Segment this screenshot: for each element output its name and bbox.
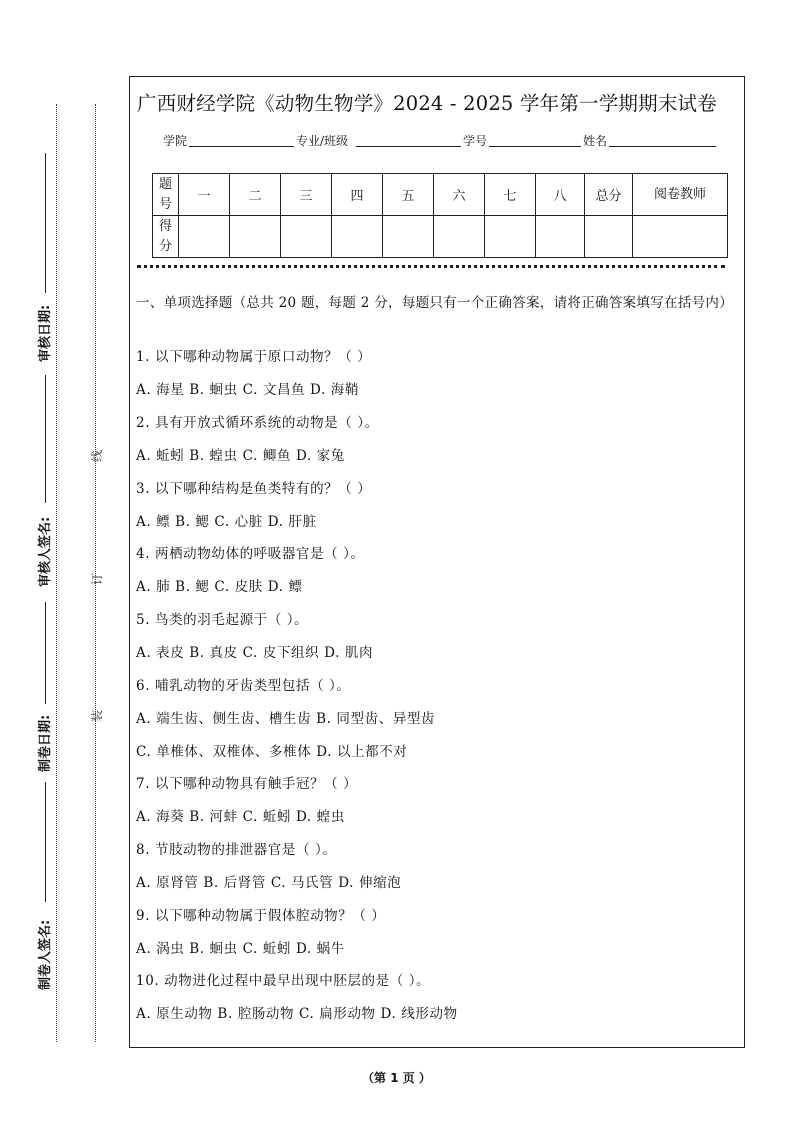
score-col-2: 二 <box>230 174 281 216</box>
score-cell <box>383 216 434 258</box>
binding-bind-char: 订 <box>90 572 104 585</box>
options-2: A. 蚯蚓 B. 蝗虫 C. 鲫鱼 D. 家兔 <box>136 448 345 464</box>
student-id-label: 学号 <box>463 134 488 148</box>
dotted-separator <box>137 265 725 268</box>
score-header-row <box>153 174 728 216</box>
question-10: 10. 动物进化过程中最早出现中胚层的是（ ）。 <box>136 973 431 989</box>
question-2: 2. 具有开放式循环系统的动物是（ ）。 <box>136 415 379 431</box>
question-9: 9. 以下哪种动物属于假体腔动物？（ ） <box>136 908 386 924</box>
score-col-1: 一 <box>179 174 230 216</box>
section-title: 一、单项选择题（总共 20 题，每题 2 分，每题只有一个正确答案，请将正确答案填写在括号内） <box>136 295 734 311</box>
score-cell <box>633 216 728 258</box>
reviewer-sign-blank <box>45 375 46 503</box>
question-6: 6. 哺乳动物的牙齿类型包括（ ）。 <box>136 678 351 694</box>
score-cell <box>536 216 585 258</box>
score-cell <box>281 216 332 258</box>
options-6b: C. 单椎体、双椎体、多椎体 D. 以上都不对 <box>136 744 408 760</box>
question-7: 7. 以下哪种动物具有触手冠？（ ） <box>136 776 358 792</box>
question-4: 4. 两栖动物幼体的呼吸器官是（ ）。 <box>136 546 365 562</box>
name-blank <box>609 146 716 147</box>
name-label: 姓名 <box>583 134 608 148</box>
review-date-label: 审核日期: <box>38 304 53 362</box>
score-cell <box>485 216 536 258</box>
score-col-4: 四 <box>332 174 383 216</box>
options-1: A. 海星 B. 蛔虫 C. 文昌鱼 D. 海鞘 <box>136 382 359 398</box>
school-label: 学院 <box>163 134 188 148</box>
binding-line-char: 线 <box>90 449 104 462</box>
score-cell <box>585 216 633 258</box>
exam-title: 广西财经学院《动物生物学》2024 - 2025 学年第一学期期末试卷 <box>137 92 717 115</box>
make-date-label: 制卷日期: <box>38 714 53 772</box>
score-col-3: 三 <box>281 174 332 216</box>
score-table <box>152 173 728 258</box>
major-label: 专业/班级 <box>296 134 349 148</box>
score-col-6: 六 <box>434 174 485 216</box>
options-7: A. 海葵 B. 河蚌 C. 蚯蚓 D. 蝗虫 <box>136 809 345 825</box>
question-3: 3. 以下哪种结构是鱼类特有的？（ ） <box>136 481 372 497</box>
score-values-row <box>153 216 728 258</box>
make-date-blank <box>45 602 46 704</box>
score-col-8: 八 <box>536 174 585 216</box>
score-cell <box>434 216 485 258</box>
score-col-7: 七 <box>485 174 536 216</box>
review-date-blank <box>45 153 46 293</box>
question-5: 5. 鸟类的羽毛起源于（ ）。 <box>136 612 309 628</box>
options-6a: A. 端生齿、侧生齿、槽生齿 B. 同型齿、异型齿 <box>136 711 436 727</box>
major-blank <box>356 146 461 147</box>
question-8: 8. 节肢动物的排泄器官是（ ）。 <box>136 842 337 858</box>
student-id-blank <box>489 146 581 147</box>
options-5: A. 表皮 B. 真皮 C. 皮下组织 D. 肌肉 <box>136 645 374 661</box>
score-cell <box>179 216 230 258</box>
question-1: 1. 以下哪种动物属于原口动物？（ ） <box>136 349 372 365</box>
score-row1-label: 题号 <box>153 174 179 216</box>
options-3: A. 鳔 B. 鳃 C. 心脏 D. 肝脏 <box>136 514 317 530</box>
score-col-5: 五 <box>383 174 434 216</box>
score-col-total: 总分 <box>585 174 633 216</box>
score-row2-label: 得分 <box>153 216 179 258</box>
options-4: A. 肺 B. 鳃 C. 皮肤 D. 鳔 <box>136 579 303 595</box>
school-blank <box>189 146 294 147</box>
score-cell <box>332 216 383 258</box>
score-col-reviewer: 阅卷教师 <box>633 174 728 216</box>
binding-seal-char: 装 <box>90 709 104 722</box>
binding-dotted-line-left <box>56 104 57 1042</box>
score-cell <box>230 216 281 258</box>
page-number: （第 1 页 ） <box>362 1071 431 1085</box>
options-9: A. 涡虫 B. 蛔虫 C. 蚯蚓 D. 蜗牛 <box>136 941 345 957</box>
maker-sign-blank <box>45 782 46 902</box>
options-8: A. 原肾管 B. 后肾管 C. 马氏管 D. 伸缩泡 <box>136 875 402 891</box>
reviewer-sign-label: 审核人签名: <box>38 516 53 587</box>
options-10: A. 原生动物 B. 腔肠动物 C. 扁形动物 D. 线形动物 <box>136 1006 458 1022</box>
maker-sign-label: 制卷人签名: <box>38 919 53 990</box>
